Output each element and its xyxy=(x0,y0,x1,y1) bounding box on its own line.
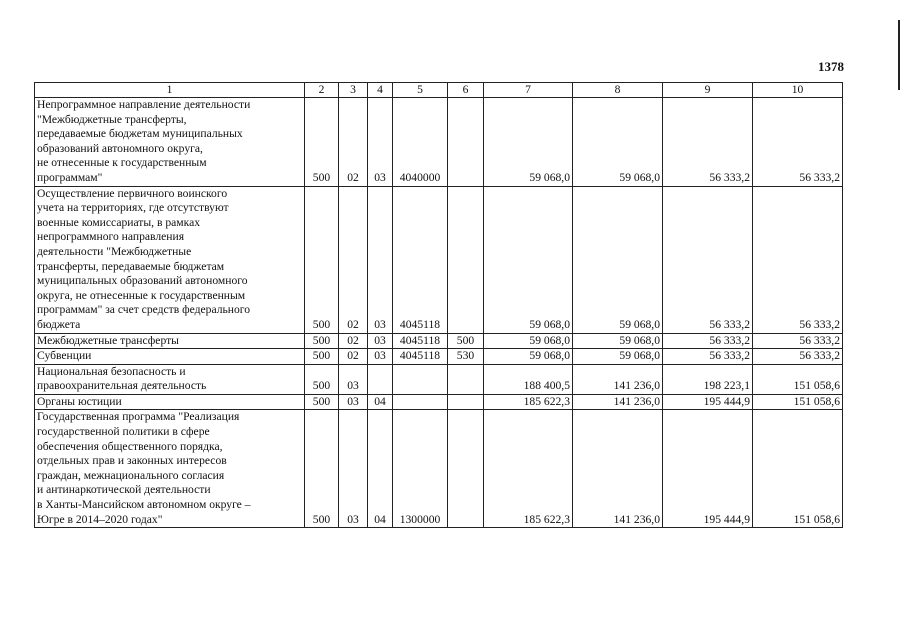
cell-col-9: 56 333,2 xyxy=(663,186,753,333)
cell-col-2: 500 xyxy=(305,186,339,333)
col-header-2: 2 xyxy=(305,83,339,98)
cell-col-4: 03 xyxy=(368,333,393,349)
cell-col-10: 56 333,2 xyxy=(753,333,843,349)
cell-col-8: 141 236,0 xyxy=(573,394,663,410)
cell-col-2: 500 xyxy=(305,98,339,187)
col-header-1: 1 xyxy=(35,83,305,98)
cell-col-6: 500 xyxy=(448,333,484,349)
cell-col-7: 59 068,0 xyxy=(484,333,573,349)
cell-col-4: 03 xyxy=(368,98,393,187)
cell-col-7: 185 622,3 xyxy=(484,394,573,410)
table-row xyxy=(35,364,843,394)
cell-col-8: 141 236,0 xyxy=(573,364,663,394)
col-header-7: 7 xyxy=(484,83,573,98)
cell-col-3: 03 xyxy=(339,364,368,394)
cell-col-2: 500 xyxy=(305,333,339,349)
cell-col-6 xyxy=(448,364,484,394)
cell-col-10: 151 058,6 xyxy=(753,410,843,528)
col-header-6: 6 xyxy=(448,83,484,98)
col-header-4: 4 xyxy=(368,83,393,98)
table-row xyxy=(35,333,843,349)
cell-col-5: 4045118 xyxy=(393,186,448,333)
cell-col-4: 03 xyxy=(368,186,393,333)
cell-col-5: 1300000 xyxy=(393,410,448,528)
cell-col-8: 59 068,0 xyxy=(573,98,663,187)
cell-col-3: 02 xyxy=(339,186,368,333)
cell-col-3: 02 xyxy=(339,349,368,365)
col-header-10: 10 xyxy=(753,83,843,98)
cell-col-2: 500 xyxy=(305,394,339,410)
cell-col-10: 56 333,2 xyxy=(753,186,843,333)
cell-col-9: 56 333,2 xyxy=(663,349,753,365)
cell-col-10: 56 333,2 xyxy=(753,349,843,365)
cell-col-5: 4045118 xyxy=(393,349,448,365)
cell-col-7: 59 068,0 xyxy=(484,349,573,365)
cell-col-9: 56 333,2 xyxy=(663,333,753,349)
row-name-cell: Межбюджетные трансферты xyxy=(35,333,305,349)
row-name-cell: Непрограммное направление деятельности "Межбюджетные трансферты, передаваемые бюджетам муниципальных образований автономного округа, не отнесенные к государственным программам" xyxy=(35,98,305,187)
row-name-cell: Государственная программа "Реализация государственной политики в сфере обеспечения общественного порядка, отдельных прав и законных интересов граждан, межнационального согласия и антинаркотической деятельности в Ханты-Мансийском автономном округе – Югре в 2014–2020 годах" xyxy=(35,410,305,528)
table-row xyxy=(35,410,843,528)
row-name-cell: Органы юстиции xyxy=(35,394,305,410)
header-row xyxy=(35,83,843,98)
cell-col-7: 59 068,0 xyxy=(484,186,573,333)
table-row xyxy=(35,98,843,187)
cell-col-9: 195 444,9 xyxy=(663,410,753,528)
table-row xyxy=(35,394,843,410)
cell-col-5 xyxy=(393,394,448,410)
table-row xyxy=(35,349,843,365)
col-header-5: 5 xyxy=(393,83,448,98)
cell-col-9: 195 444,9 xyxy=(663,394,753,410)
cell-col-3: 02 xyxy=(339,98,368,187)
cell-col-6 xyxy=(448,410,484,528)
cell-col-4: 03 xyxy=(368,349,393,365)
cell-col-8: 59 068,0 xyxy=(573,349,663,365)
cell-col-3: 03 xyxy=(339,394,368,410)
row-name-cell: Субвенции xyxy=(35,349,305,365)
cell-col-7: 188 400,5 xyxy=(484,364,573,394)
cell-col-4: 04 xyxy=(368,394,393,410)
row-name-cell: Национальная безопасность и правоохранительная деятельность xyxy=(35,364,305,394)
budget-table xyxy=(34,82,843,528)
cell-col-6 xyxy=(448,186,484,333)
cell-col-3: 03 xyxy=(339,410,368,528)
margin-rule xyxy=(898,20,900,90)
cell-col-4: 04 xyxy=(368,410,393,528)
cell-col-7: 185 622,3 xyxy=(484,410,573,528)
cell-col-6: 530 xyxy=(448,349,484,365)
cell-col-5 xyxy=(393,364,448,394)
cell-col-9: 56 333,2 xyxy=(663,98,753,187)
cell-col-9: 198 223,1 xyxy=(663,364,753,394)
cell-col-7: 59 068,0 xyxy=(484,98,573,187)
cell-col-8: 141 236,0 xyxy=(573,410,663,528)
cell-col-8: 59 068,0 xyxy=(573,333,663,349)
col-header-3: 3 xyxy=(339,83,368,98)
cell-col-5: 4040000 xyxy=(393,98,448,187)
cell-col-10: 151 058,6 xyxy=(753,364,843,394)
cell-col-8: 59 068,0 xyxy=(573,186,663,333)
col-header-9: 9 xyxy=(663,83,753,98)
col-header-8: 8 xyxy=(573,83,663,98)
cell-col-10: 151 058,6 xyxy=(753,394,843,410)
cell-col-3: 02 xyxy=(339,333,368,349)
cell-col-6 xyxy=(448,394,484,410)
cell-col-6 xyxy=(448,98,484,187)
cell-col-5: 4045118 xyxy=(393,333,448,349)
cell-col-2: 500 xyxy=(305,349,339,365)
cell-col-10: 56 333,2 xyxy=(753,98,843,187)
table-row xyxy=(35,186,843,333)
page-number: 1378 xyxy=(818,59,844,74)
cell-col-2: 500 xyxy=(305,364,339,394)
cell-col-4 xyxy=(368,364,393,394)
cell-col-2: 500 xyxy=(305,410,339,528)
row-name-cell: Осуществление первичного воинского учета на территориях, где отсутствуют военные комиссариаты, в рамках непрограммного направления деятельности "Межбюджетные трансферты, передаваемые бюджетам муниципальных образований автономного округа, не отнесенные к государственным программам" за счет средств федерального бюджета xyxy=(35,186,305,333)
